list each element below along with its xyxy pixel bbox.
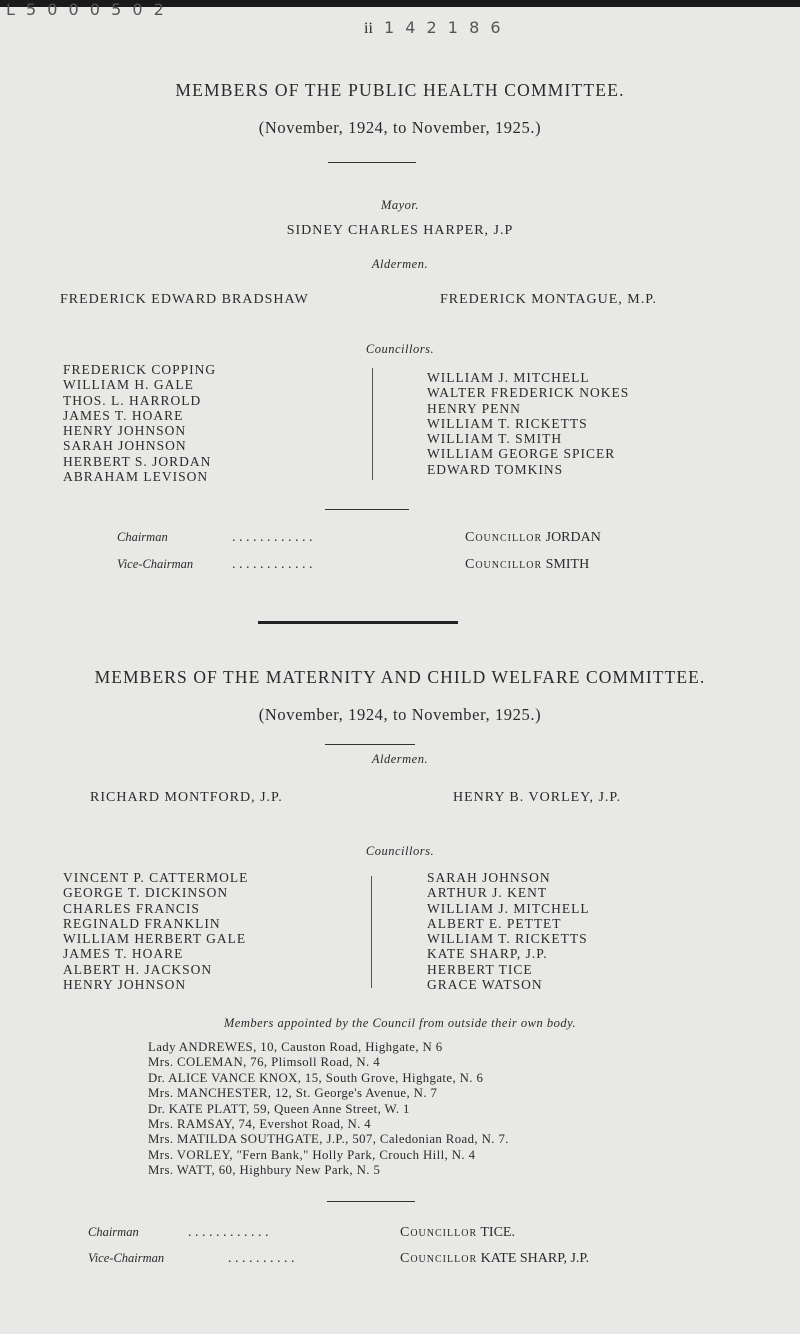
chairman-label: Chairman [88, 1225, 139, 1239]
handwritten-reference-left: L 5 0 0 0 5 0 2 [6, 0, 167, 19]
councillor-name: HENRY PENN [427, 400, 521, 416]
divider [327, 1201, 415, 1202]
councillor-name: WALTER FREDERICK NOKES [427, 385, 630, 401]
maternity-title: MEMBERS OF THE MATERNITY AND CHILD WELFARE COMMITTEE. [94, 667, 706, 687]
chairman-row [117, 530, 168, 546]
councillor-name: HERBERT TICE [427, 961, 533, 977]
handwritten-reference-right: 1 4 2 1 8 6 [384, 18, 504, 37]
maternity-period: (November, 1924, to November, 1925.) [258, 705, 542, 724]
councillor-name: THOS. L. HARROLD [63, 392, 202, 408]
appointed-member: Mrs. MATILDA SOUTHGATE, J.P., 507, Caledonian Road, N. 7. [148, 1132, 509, 1147]
chairman-row [88, 1225, 139, 1241]
vice-chairman-value [400, 1251, 589, 1267]
divider [325, 509, 409, 510]
public-health-period: (November, 1924, to November, 1925.) [258, 118, 542, 137]
column-separator [371, 876, 372, 988]
councillor-name: WILLIAM T. RICKETTS [427, 415, 588, 431]
councillor-name: ARTHUR J. KENT [427, 885, 548, 901]
councillor-name: WILLIAM GEORGE SPICER [427, 446, 616, 462]
councillor-name: FREDERICK COPPING [63, 362, 217, 377]
councillor-name: JAMES T. HOARE [63, 946, 184, 962]
councillors-heading: Councillors. [365, 844, 435, 858]
chairman-value [400, 1225, 515, 1241]
appointed-member: Dr. KATE PLATT, 59, Queen Anne Street, W. 1 [148, 1101, 410, 1116]
councillors-right-column [427, 870, 590, 992]
vice-chairman-value [465, 557, 589, 573]
chairman-name: JORDAN [545, 530, 601, 545]
councillor-name: ALBERT E. PETTET [427, 915, 562, 931]
vice-chairman-row [117, 557, 193, 573]
chairman-label: Chairman [117, 530, 168, 544]
councillor-name: HERBERT S. JORDAN [63, 453, 212, 469]
councillor-name: EDWARD TOMKINS [427, 461, 564, 477]
councillor-name: WILLIAM T. SMITH [427, 431, 563, 447]
councillor-name: WILLIAM HERBERT GALE [63, 931, 247, 947]
appointed-member: Lady ANDREWES, 10, Causton Road, Highgate, N 6 [148, 1040, 443, 1054]
leader-dots: . . . . . . . . . . . . [232, 557, 313, 572]
councillor-name: KATE SHARP, J.P. [427, 946, 548, 962]
public-health-title: MEMBERS OF THE PUBLIC HEALTH COMMITTEE. [175, 80, 625, 100]
appointed-member: Mrs. VORLEY, "Fern Bank," Holly Park, Crouch Hill, N. 4 [148, 1147, 476, 1162]
councillor-name: ALBERT H. JACKSON [63, 961, 213, 977]
councillor-name: WILLIAM J. MITCHELL [427, 370, 590, 385]
councillors-left-column [63, 362, 216, 484]
vice-chairman-name: KATE SHARP, J.P. [480, 1251, 590, 1266]
aldermen-heading: Aldermen. [371, 752, 429, 766]
appointed-member: Mrs. MANCHESTER, 12, St. George's Avenue, N. 7 [148, 1086, 438, 1101]
alderman-name: FREDERICK EDWARD BRADSHAW [60, 292, 309, 307]
vice-chairman-name: SMITH [545, 557, 590, 572]
appointed-heading: Members appointed by the Council from outside their own body. [223, 1016, 577, 1030]
councillor-name: WILLIAM H. GALE [63, 377, 194, 393]
councillor-name: SARAH JOHNSON [63, 438, 187, 454]
councillors-right-column [427, 370, 629, 477]
councillor-name: GEORGE T. DICKINSON [63, 885, 229, 901]
councillor-name: GRACE WATSON [427, 977, 543, 993]
divider [328, 162, 416, 163]
appointed-member: Mrs. RAMSAY, 74, Evershot Road, N. 4 [148, 1117, 372, 1132]
section-divider [258, 621, 458, 624]
councillor-name: VINCENT P. CATTERMOLE [63, 870, 249, 885]
appointed-member: Mrs. WATT, 60, Highbury New Park, N. 5 [148, 1163, 381, 1178]
alderman-name: HENRY B. VORLEY, J.P. [453, 790, 622, 805]
councillor-name: CHARLES FRANCIS [63, 900, 200, 916]
councillor-name: REGINALD FRANKLIN [63, 915, 221, 931]
vice-chairman-label: Vice-Chairman [88, 1251, 165, 1265]
councillor-name: SARAH JOHNSON [427, 870, 551, 885]
alderman-name: FREDERICK MONTAGUE, M.P. [440, 292, 657, 307]
chairman-name: TICE. [480, 1225, 515, 1240]
councillor-name: WILLIAM T. RICKETTS [427, 931, 588, 947]
leader-dots: . . . . . . . . . . . . [188, 1225, 269, 1240]
vice-chairman-row [88, 1251, 164, 1267]
appointed-member: Dr. ALICE VANCE KNOX, 15, South Grove, Highgate, N. 6 [148, 1070, 484, 1085]
aldermen-heading: Aldermen. [371, 257, 429, 271]
vice-chairman-label: Vice-Chairman [117, 557, 194, 571]
appointed-member: Mrs. COLEMAN, 76, Plimsoll Road, N. 4 [148, 1055, 381, 1070]
page-number: ii [364, 20, 373, 37]
councillor-name: JAMES T. HOARE [63, 407, 184, 423]
leader-dots: . . . . . . . . . . . . [232, 530, 313, 545]
councillor-name: WILLIAM J. MITCHELL [427, 900, 590, 916]
mayor-name: SIDNEY CHARLES HARPER, J.P [286, 223, 514, 238]
alderman-name: RICHARD MONTFORD, J.P. [90, 790, 283, 805]
councillor-name: HENRY JOHNSON [63, 423, 187, 439]
councillor-title: Councillor [465, 530, 543, 545]
mayor-heading: Mayor. [380, 198, 420, 212]
councillor-title: Councillor [465, 557, 543, 572]
chairman-value [465, 530, 601, 546]
councillors-heading: Councillors. [365, 342, 435, 356]
councillor-title: Councillor [400, 1225, 478, 1240]
divider [325, 744, 415, 745]
councillor-name: ABRAHAM LEVISON [63, 469, 209, 485]
column-separator [372, 368, 373, 480]
councillors-left-column [63, 870, 248, 992]
leader-dots: . . . . . . . . . . [228, 1251, 295, 1266]
councillor-name: HENRY JOHNSON [63, 977, 187, 993]
appointed-members-list [148, 1040, 509, 1179]
councillor-title: Councillor [400, 1251, 478, 1266]
